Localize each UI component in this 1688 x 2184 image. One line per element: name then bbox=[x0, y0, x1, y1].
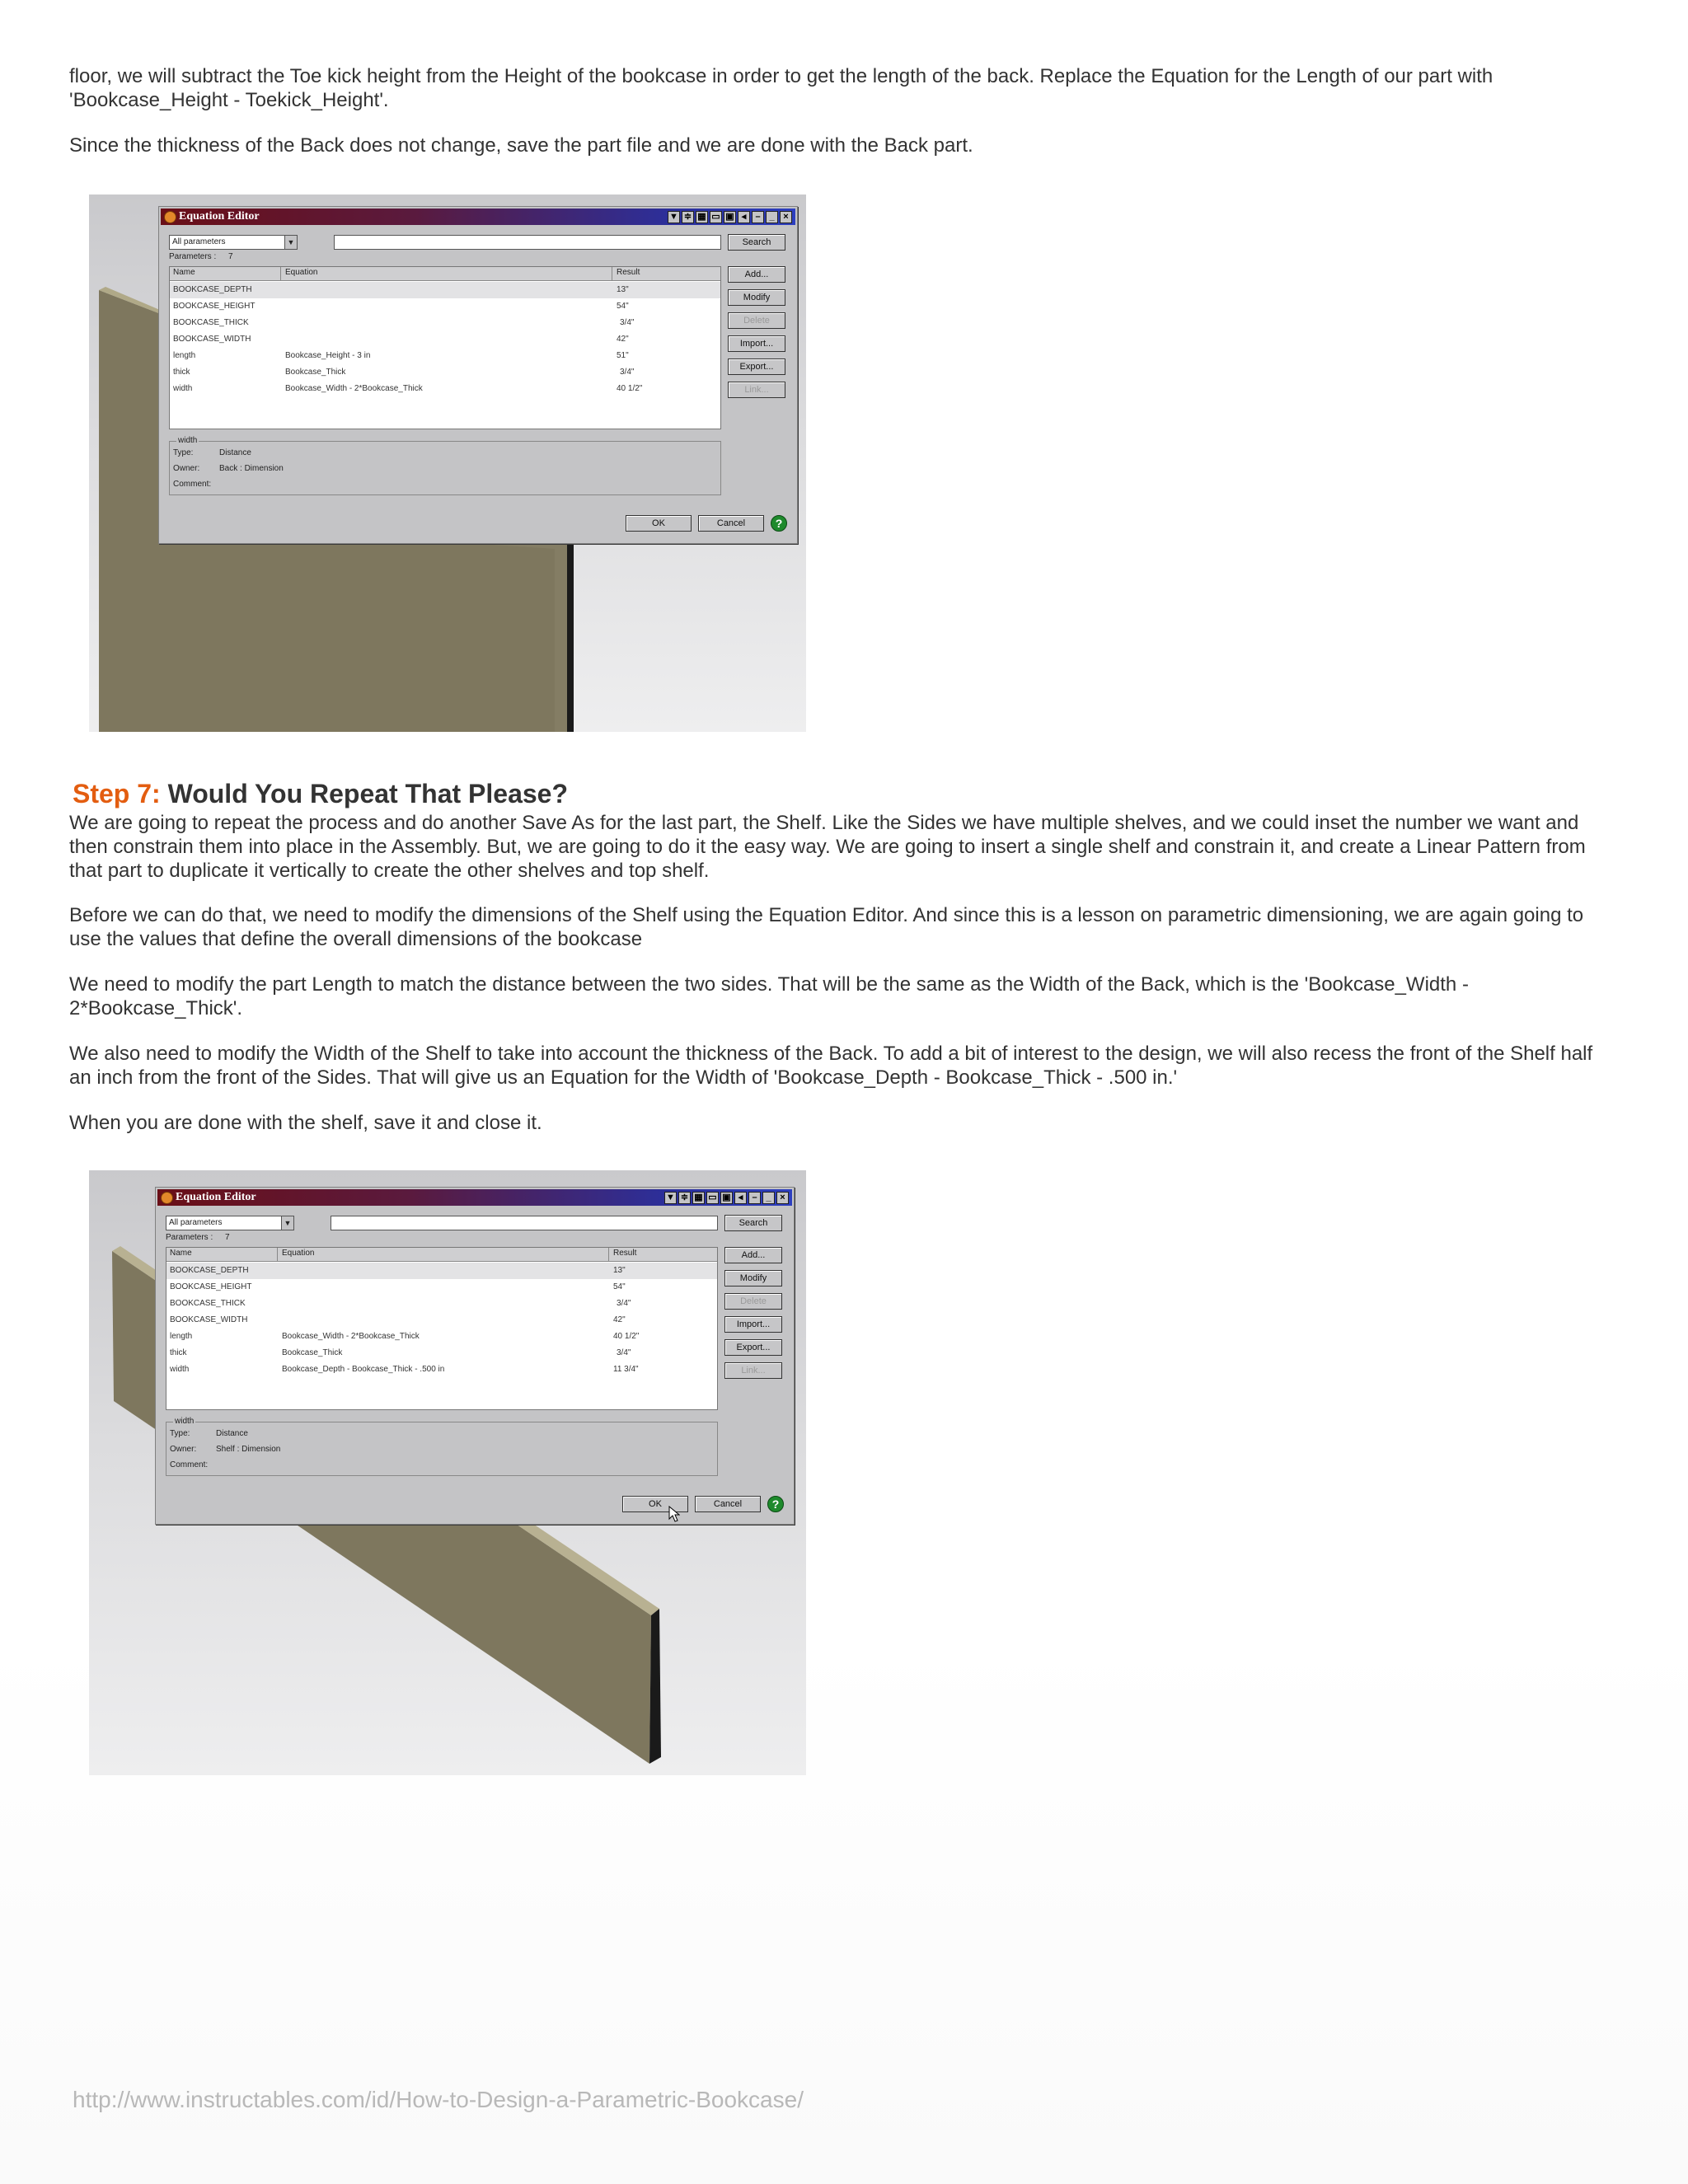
add-button[interactable]: Add... bbox=[728, 266, 785, 283]
minimize-icon[interactable]: – bbox=[752, 211, 764, 223]
app-icon bbox=[161, 1192, 173, 1204]
modify-button[interactable]: Modify bbox=[724, 1270, 782, 1286]
close-icon[interactable]: × bbox=[780, 211, 792, 223]
table-row[interactable]: BOOKCASE_WIDTH 42" bbox=[170, 1315, 626, 1324]
chevron-down-icon[interactable]: ▼ bbox=[284, 236, 297, 249]
column-result[interactable]: Result bbox=[613, 1249, 637, 1258]
parameters-label: Parameters : bbox=[169, 252, 217, 261]
table-row[interactable]: BOOKCASE_HEIGHT 54" bbox=[173, 302, 629, 311]
equation-editor-dialog bbox=[155, 1187, 795, 1525]
column-equation[interactable]: Equation bbox=[285, 268, 318, 277]
modify-button[interactable]: Modify bbox=[728, 289, 785, 306]
sort-icon[interactable]: ≑ bbox=[682, 211, 694, 223]
table-header bbox=[170, 267, 720, 281]
column-name[interactable]: Name bbox=[173, 268, 195, 277]
app-icon bbox=[164, 211, 176, 223]
parameters-count bbox=[169, 252, 233, 261]
grid-icon[interactable]: ▦ bbox=[692, 1192, 705, 1204]
filter-icon[interactable]: ▼ bbox=[664, 1192, 677, 1204]
window-icon[interactable]: ▭ bbox=[710, 211, 722, 223]
export-button[interactable]: Export... bbox=[728, 359, 785, 375]
help-icon[interactable]: ? bbox=[767, 1496, 784, 1512]
table-row[interactable]: BOOKCASE_THICK 3/4" bbox=[170, 1299, 631, 1308]
paragraph-repeat-process: We are going to repeat the process and do another Save As for the last part, the Shelf. Like the Sides we have multiple shelves, and we could inset the number we want and then constrain them into place in the Assembly. But, we are going to do it the easy way. We are going to insert a single shelf and constrain it, and create a Linear Pattern from that part to duplicate it vertically to create the other shelves and top shelf. bbox=[69, 812, 1586, 882]
grid-icon[interactable]: ▦ bbox=[696, 211, 708, 223]
search-input[interactable] bbox=[334, 235, 721, 250]
parameters-label: Parameters : bbox=[166, 1233, 213, 1242]
table-row[interactable]: thick Bookcase_Thick 3/4" bbox=[173, 368, 635, 377]
add-button[interactable]: Add... bbox=[724, 1247, 782, 1263]
import-button[interactable]: Import... bbox=[724, 1316, 782, 1333]
table-row[interactable]: width Bookcase_Width - 2*Bookcase_Thick 40 1/2" bbox=[173, 384, 643, 393]
parameters-table bbox=[169, 266, 721, 429]
tile-icon[interactable]: ▣ bbox=[724, 211, 736, 223]
link-button[interactable]: Link... bbox=[724, 1362, 782, 1379]
parameters-table bbox=[166, 1247, 718, 1410]
import-button[interactable]: Import... bbox=[728, 335, 785, 352]
help-icon[interactable]: ? bbox=[771, 515, 787, 532]
paragraph-save-shelf: When you are done with the shelf, save it and close it. bbox=[69, 1112, 542, 1134]
titlebar-buttons bbox=[664, 1192, 789, 1204]
screenshot-back-equation-editor bbox=[89, 194, 806, 732]
table-row[interactable]: length Bookcase_Height - 3 in 51" bbox=[173, 351, 629, 360]
parameters-count bbox=[166, 1233, 230, 1242]
info-owner: Owner: Back : Dimension bbox=[173, 464, 284, 473]
paragraph-modify-length: We need to modify the part Length to match the distance between the two sides. That will be the same as the Width of the Back, which is the 'Bookcase_Width - 2*Bookcase_Thick'. bbox=[69, 973, 1469, 1019]
search-input[interactable] bbox=[331, 1216, 718, 1230]
search-button[interactable]: Search bbox=[724, 1215, 782, 1231]
info-owner: Owner: Shelf : Dimension bbox=[170, 1445, 281, 1454]
titlebar-buttons bbox=[668, 211, 792, 223]
screenshot-shelf-equation-editor bbox=[89, 1170, 806, 1775]
cancel-button[interactable]: Cancel bbox=[698, 515, 764, 532]
window-icon[interactable]: ▭ bbox=[706, 1192, 719, 1204]
info-comment: Comment: bbox=[170, 1460, 209, 1469]
chevron-down-icon[interactable]: ▼ bbox=[281, 1216, 293, 1230]
paragraph-modify-dimensions: Before we can do that, we need to modify the dimensions of the Shelf using the Equation Editor. And since this is a lesson on parametric dimensioning, we are again going to use the values that define the overall dimensions of the bookcase bbox=[69, 904, 1584, 950]
table-row[interactable]: BOOKCASE_THICK 3/4" bbox=[173, 318, 635, 327]
table-row[interactable]: thick Bookcase_Thick 3/4" bbox=[170, 1348, 631, 1357]
column-equation[interactable]: Equation bbox=[282, 1249, 315, 1258]
ok-button[interactable]: OK bbox=[626, 515, 692, 532]
table-row[interactable]: width Bookcase_Depth - Bookcase_Thick - .500 in 11 3/4" bbox=[170, 1365, 639, 1374]
search-button[interactable]: Search bbox=[728, 234, 785, 251]
back-icon[interactable]: ◂ bbox=[734, 1192, 747, 1204]
table-header bbox=[166, 1248, 717, 1262]
info-type: Type: Distance bbox=[173, 448, 251, 457]
export-button[interactable]: Export... bbox=[724, 1339, 782, 1356]
table-row[interactable]: BOOKCASE_DEPTH 13" bbox=[170, 282, 720, 298]
source-url[interactable]: http://www.instructables.com/id/How-to-Design-a-Parametric-Bookcase/ bbox=[73, 2087, 804, 2112]
minimize-icon[interactable]: – bbox=[748, 1192, 761, 1204]
ok-button[interactable]: OK bbox=[622, 1496, 688, 1512]
info-legend: width bbox=[178, 436, 198, 445]
parameters-value: 7 bbox=[225, 1233, 230, 1242]
paragraph-modify-width: We also need to modify the Width of the Shelf to take into account the thickness of the Back. To add a bit of interest to the design, we will also recess the front of the Shelf half an inch from the front of the Sides. That will give us an Equation for the Width of 'Bookcase_Depth - Bookcase_Thick - .500 in.' bbox=[69, 1043, 1593, 1089]
info-type: Type: Distance bbox=[170, 1429, 248, 1438]
parameter-info-group bbox=[166, 1417, 718, 1476]
parameters-value: 7 bbox=[228, 252, 233, 261]
mouse-cursor-icon bbox=[668, 1506, 680, 1522]
sort-icon[interactable]: ≑ bbox=[678, 1192, 691, 1204]
delete-button[interactable]: Delete bbox=[728, 312, 785, 329]
link-button[interactable]: Link... bbox=[728, 382, 785, 398]
table-row[interactable]: BOOKCASE_HEIGHT 54" bbox=[170, 1282, 626, 1291]
info-legend: width bbox=[175, 1417, 195, 1426]
back-icon[interactable]: ◂ bbox=[738, 211, 750, 223]
table-row[interactable]: BOOKCASE_WIDTH 42" bbox=[173, 335, 629, 344]
info-comment: Comment: bbox=[173, 480, 212, 489]
parameter-filter-select[interactable] bbox=[166, 1216, 294, 1230]
parameter-filter-select[interactable] bbox=[169, 235, 298, 250]
paragraph-back-length: floor, we will subtract the Toe kick height from the Height of the bookcase in order to get the length of the back. Replace the Equation for the Length of our part with 'Bookcase_Height - Toekick_Height'. bbox=[69, 65, 1493, 111]
close-icon[interactable]: × bbox=[776, 1192, 789, 1204]
filter-icon[interactable]: ▼ bbox=[668, 211, 680, 223]
tile-icon[interactable]: ▣ bbox=[720, 1192, 733, 1204]
column-result[interactable]: Result bbox=[617, 268, 640, 277]
parameter-filter-value: All parameters bbox=[172, 237, 226, 246]
dialog-title: Equation Editor bbox=[179, 210, 260, 223]
step-title: Would You Repeat That Please? bbox=[167, 779, 568, 808]
delete-button[interactable]: Delete bbox=[724, 1293, 782, 1310]
table-row[interactable]: BOOKCASE_DEPTH 13" bbox=[166, 1263, 717, 1279]
column-name[interactable]: Name bbox=[170, 1249, 192, 1258]
step-heading bbox=[73, 778, 568, 809]
parameter-info-group bbox=[169, 436, 721, 495]
restore-icon[interactable]: _ bbox=[762, 1192, 775, 1204]
paragraph-back-thickness: Since the thickness of the Back does not change, save the part file and we are done with the Back part. bbox=[69, 134, 973, 157]
restore-icon[interactable]: _ bbox=[766, 211, 778, 223]
dialog-titlebar bbox=[161, 209, 795, 225]
table-row[interactable]: length Bookcase_Width - 2*Bookcase_Thick 40 1/2" bbox=[170, 1332, 640, 1341]
step-number: Step 7: bbox=[73, 779, 161, 808]
equation-editor-dialog bbox=[158, 206, 798, 544]
cancel-button[interactable]: Cancel bbox=[695, 1496, 761, 1512]
dialog-titlebar bbox=[157, 1189, 792, 1206]
parameter-filter-value: All parameters bbox=[169, 1218, 223, 1227]
dialog-title: Equation Editor bbox=[176, 1191, 256, 1203]
